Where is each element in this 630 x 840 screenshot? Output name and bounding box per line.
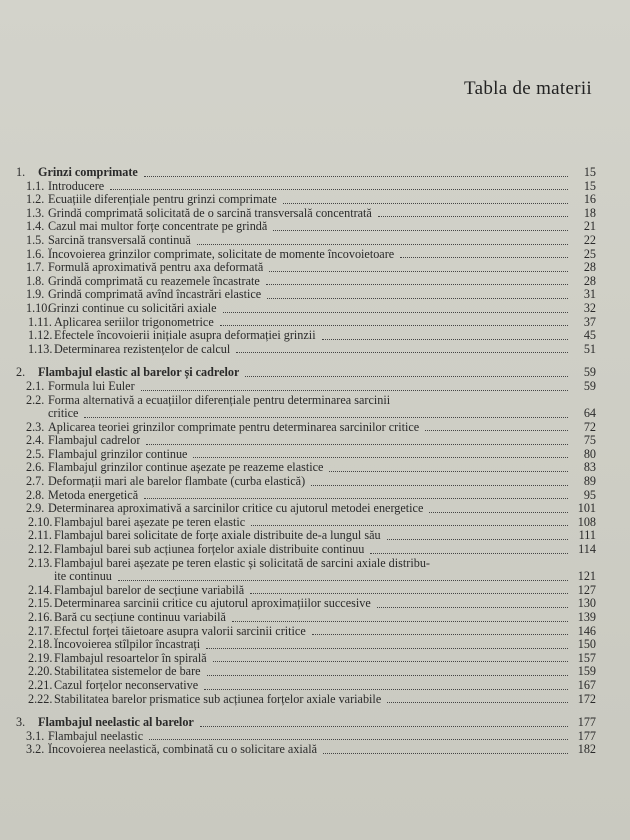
toc-entry-title: Stabilitatea barelor prismatice sub acțiunea forțelor axiale variabile [54,692,382,706]
dot-leader [322,339,568,340]
toc-entry-number: 2.4. [26,433,45,448]
toc-entry-page: 22 [583,232,596,247]
dot-leader [84,417,568,418]
toc-entry-title: Flambajul barelor de secțiune variabilă [54,583,245,597]
toc-entry-number: 2.6. [26,460,45,475]
toc-entry-page: 32 [583,300,596,315]
toc-entry-number: 2.17. [28,623,53,638]
toc-entry-title: Încovoierea stîlpilor încastrați [54,638,201,652]
toc-entry [16,584,596,598]
dot-leader [266,284,568,285]
toc-entry-number: 2.11. [28,528,52,543]
dot-leader [329,471,568,472]
toc-entry-number: 1.4. [26,219,45,234]
dot-leader [245,376,568,377]
toc-entry-number: 2.10. [28,514,53,529]
toc-entry [16,475,596,489]
toc-entry [16,693,596,707]
toc-entry-number: 1.12. [28,328,53,343]
toc-entry-number: 1.9. [26,287,45,302]
toc-entry-number: 1.3. [26,205,45,220]
toc-entry-title: Flambajul neelastic [48,729,144,743]
dot-leader [149,739,568,740]
toc-entry-page: 37 [583,314,596,329]
toc-entry [16,652,596,666]
toc-entry-title: Cazul forțelor neconservative [54,678,199,692]
toc-entry [16,261,596,275]
dot-leader [220,325,568,326]
toc-entry-number: 2.9. [26,501,45,516]
dot-leader [236,352,568,353]
dot-leader [269,271,568,272]
toc-entry-number: 2.8. [26,487,45,502]
toc-entry-title: critice [48,407,79,421]
dot-leader [204,689,568,690]
toc-entry-title: Încovoierea neelastică, combinată cu o solicitare axială [48,743,318,757]
toc-entry-number: 1.6. [26,246,45,261]
dot-leader [273,230,568,231]
toc-entry-page: 72 [583,419,596,434]
toc-entry [16,180,596,194]
dot-leader [370,553,568,554]
toc-entry [16,302,596,316]
toc-entry-number: 1.2. [26,192,45,207]
toc-entry-number: 2.2. [26,392,45,407]
toc-entry-page: 75 [583,433,596,448]
toc-entry [16,394,596,408]
toc-entry-number: 2. [16,365,26,380]
dot-leader [144,176,568,177]
toc-entry-number: 3. [16,715,26,730]
toc-entry-page: 51 [583,341,596,356]
toc-entry-title: Flambajul grinzilor continue [48,447,188,461]
dot-leader [377,607,568,608]
toc-entry-title: Flambajul barei așezate pe teren elastic [54,515,246,529]
toc-entry-page: 182 [577,742,596,757]
dot-leader [141,390,568,391]
toc-entry-title: ite continuu [54,570,112,584]
toc-entry-number: 2.15. [28,596,53,611]
toc-entry [16,193,596,207]
toc-entry-title: Bară cu secțiune continuu variabilă [54,611,226,624]
dot-leader [425,430,568,431]
toc-entry [16,207,596,221]
toc-entry [16,343,596,357]
toc-entry [16,516,596,530]
toc-entry-number: 2.18. [28,637,53,652]
dot-leader [323,753,568,754]
toc-entry-number: 2.20. [28,664,53,679]
toc-entry-page: 18 [583,205,596,220]
toc-entry-title: Grindă comprimată cu reazemele încastrate [48,274,260,288]
toc-entry-title: Efectele încovoierii inițiale asupra deformației grinzii [54,329,316,343]
toc-entry [16,597,596,611]
toc-entry-page: 172 [577,691,596,706]
toc-entry-number: 1.13. [28,341,53,356]
toc-entry-title: Formulă aproximativă pentru axa deformată [48,261,264,275]
toc-entry-page: 64 [583,406,596,421]
toc-entry [16,543,596,557]
toc-entry-title: Flambajul neelastic al barelor [38,716,194,730]
toc-entry-number: 2.19. [28,650,53,665]
dot-leader [144,498,568,499]
dot-leader [223,312,568,313]
page-title: Tabla de materii [464,78,592,99]
toc-entry-page: 59 [583,378,596,393]
toc-entry-page: 130 [577,596,596,611]
toc-entry-title: Grinzi continue cu solicitări axiale [48,301,217,315]
toc-entry [16,434,596,448]
toc-entry-number: 2.21. [28,677,53,692]
toc-entry-page: 150 [577,637,596,652]
toc-entry-number: 2.14. [28,582,53,597]
toc-entry-title: Deformații mari ale barelor flambate (curba elastică) [48,475,306,489]
toc-entry-title: Determinarea aproximativă a sarcinilor critice cu ajutorul metodei energetice [48,502,424,516]
toc-entry [16,234,596,248]
toc-entry-title: Determinarea sarcinii critice cu ajutorul aproximațiilor succesive [54,597,371,611]
toc-entry-title: Introducere [48,179,105,193]
toc-entry [16,316,596,330]
toc-entry-title: Stabilitatea sistemelor de bare [54,665,201,679]
dot-leader [146,444,568,445]
dot-leader [267,298,568,299]
toc-entry-page: 101 [577,501,596,516]
toc-entry-number: 3.1. [26,728,45,743]
toc-chapter [16,366,596,380]
toc-entry-page: 31 [583,287,596,302]
dot-leader [206,648,568,649]
toc-entry [16,743,596,757]
toc-entry-page: 114 [578,542,596,557]
dot-leader [429,512,568,513]
toc-entry-page: 121 [577,569,596,584]
toc-entry-title: Determinarea rezistențelor de calcul [54,342,231,356]
toc-entry-page: 59 [583,365,596,380]
toc-entry-page: 177 [577,715,596,730]
dot-leader [251,525,568,526]
toc-entry-title: Flambajul grinzilor continue așezate pe reazeme elastice [48,461,324,475]
toc-entry-page: 167 [577,677,596,692]
toc-entry [16,407,596,421]
toc-entry [16,730,596,744]
table-of-contents [16,166,596,757]
dot-leader [207,675,568,676]
toc-entry-number: 2.7. [26,474,45,489]
toc-entry [16,421,596,435]
toc-entry-number: 2.13. [28,555,53,570]
toc-entry-page: 157 [577,650,596,665]
toc-entry [16,380,596,394]
toc-entry [16,557,596,571]
toc-entry-title: Flambajul elastic al barelor și cadrelor [38,366,240,380]
toc-entry-page: 80 [583,446,596,461]
toc-entry-number: 2.3. [26,419,45,434]
toc-entry-number: 1. [16,165,26,179]
toc-entry [16,665,596,679]
toc-entry [16,611,596,625]
toc-entry [16,570,596,584]
toc-entry [16,489,596,503]
toc-entry [16,638,596,652]
toc-entry-page: 15 [583,165,596,179]
section-gap [16,356,596,366]
dot-leader [200,726,568,727]
toc-entry-page: 21 [583,219,596,234]
toc-entry-number: 2.5. [26,446,45,461]
toc-entry-number: 1.1. [26,178,45,193]
dot-leader [387,539,568,540]
toc-entry-page: 28 [583,273,596,288]
toc-entry-number: 2.1. [26,378,45,393]
toc-entry [16,461,596,475]
toc-entry-title: Flambajul barei solicitate de forțe axiale distribuite de-a lungul său [54,529,381,543]
toc-entry [16,625,596,639]
toc-entry-title: Grindă comprimată avînd încastrări elastice [48,288,262,302]
toc-entry-title: Efectul forței tăietoare asupra valorii sarcinii critice [54,624,306,638]
toc-chapter [16,716,596,730]
dot-leader [213,661,568,662]
toc-entry-title: Formula lui Euler [48,379,135,393]
dot-leader [283,203,568,204]
toc-entry-number: 1.5. [26,232,45,247]
toc-entry-page: 146 [577,623,596,638]
toc-entry-page: 83 [583,460,596,475]
toc-entry-number: 1.11. [28,314,52,329]
dot-leader [250,593,568,594]
toc-entry-page: 108 [577,514,596,529]
toc-entry-title: Flambajul cadrelor [48,434,141,448]
toc-entry [16,288,596,302]
toc-entry [16,448,596,462]
toc-entry-title: Ecuațiile diferențiale pentru grinzi comprimate [48,193,277,207]
toc-entry-title: Flambajul barei așezate pe teren elastic și solicitată de sarcini axiale distribu- [54,556,430,570]
toc-entry-title: Aplicarea seriilor trigonometrice [54,315,214,329]
dot-leader [387,702,568,703]
toc-entry-title: Forma alternativă a ecuațiilor diferențiale pentru determinarea sarcinii [48,393,391,407]
toc-entry [16,248,596,262]
dot-leader [118,580,568,581]
toc-entry-page: 25 [583,246,596,261]
toc-entry-title: Aplicarea teoriei grinzilor comprimate pentru determinarea sarcinilor critice [48,420,420,434]
toc-entry-page: 15 [583,178,596,193]
toc-entry-number: 2.16. [28,610,53,624]
toc-entry [16,220,596,234]
toc-entry-page: 139 [577,610,596,624]
toc-entry-title: Flambajul barei sub acțiunea forțelor axiale distribuite continuu [54,543,365,557]
toc-entry-page: 111 [578,528,596,543]
toc-entry [16,275,596,289]
dot-leader [312,634,568,635]
toc-entry-number: 1.8. [26,273,45,288]
dot-leader [110,189,568,190]
toc-entry-number: 3.2. [26,742,45,757]
toc-entry-page: 159 [577,664,596,679]
dot-leader [197,244,568,245]
toc-entry-title: Sarcină transversală continuă [48,233,191,247]
toc-entry-number: 2.12. [28,542,53,557]
toc-entry-page: 95 [583,487,596,502]
toc-entry [16,529,596,543]
toc-entry-title: Metoda energetică [48,488,139,502]
toc-entry-title: Grinzi comprimate [38,166,138,179]
toc-entry [16,679,596,693]
dot-leader [311,485,568,486]
toc-entry-page: 16 [583,192,596,207]
section-gap [16,706,596,716]
toc-entry [16,502,596,516]
toc-entry-title: Grindă comprimată solicitată de o sarcină transversală concentrată [48,206,372,220]
dot-leader [378,216,568,217]
dot-leader [400,257,568,258]
dot-leader [193,457,568,458]
toc-entry-title: Cazul mai multor forțe concentrate pe grindă [48,220,268,234]
toc-entry [16,329,596,343]
toc-entry-number: 1.7. [26,260,45,275]
toc-entry-title: Încovoierea grinzilor comprimate, solicitate de momente încovoietoare [48,247,395,261]
toc-chapter [16,166,596,180]
toc-entry-number: 1.10. [26,300,51,315]
toc-entry-page: 89 [583,474,596,489]
toc-entry-title: Flambajul resoartelor în spirală [54,651,207,665]
toc-entry-page: 127 [577,582,596,597]
toc-entry-page: 28 [583,260,596,275]
toc-entry-number: 2.22. [28,691,53,706]
dot-leader [232,621,568,622]
toc-entry-page: 45 [583,328,596,343]
toc-entry-page: 177 [577,728,596,743]
